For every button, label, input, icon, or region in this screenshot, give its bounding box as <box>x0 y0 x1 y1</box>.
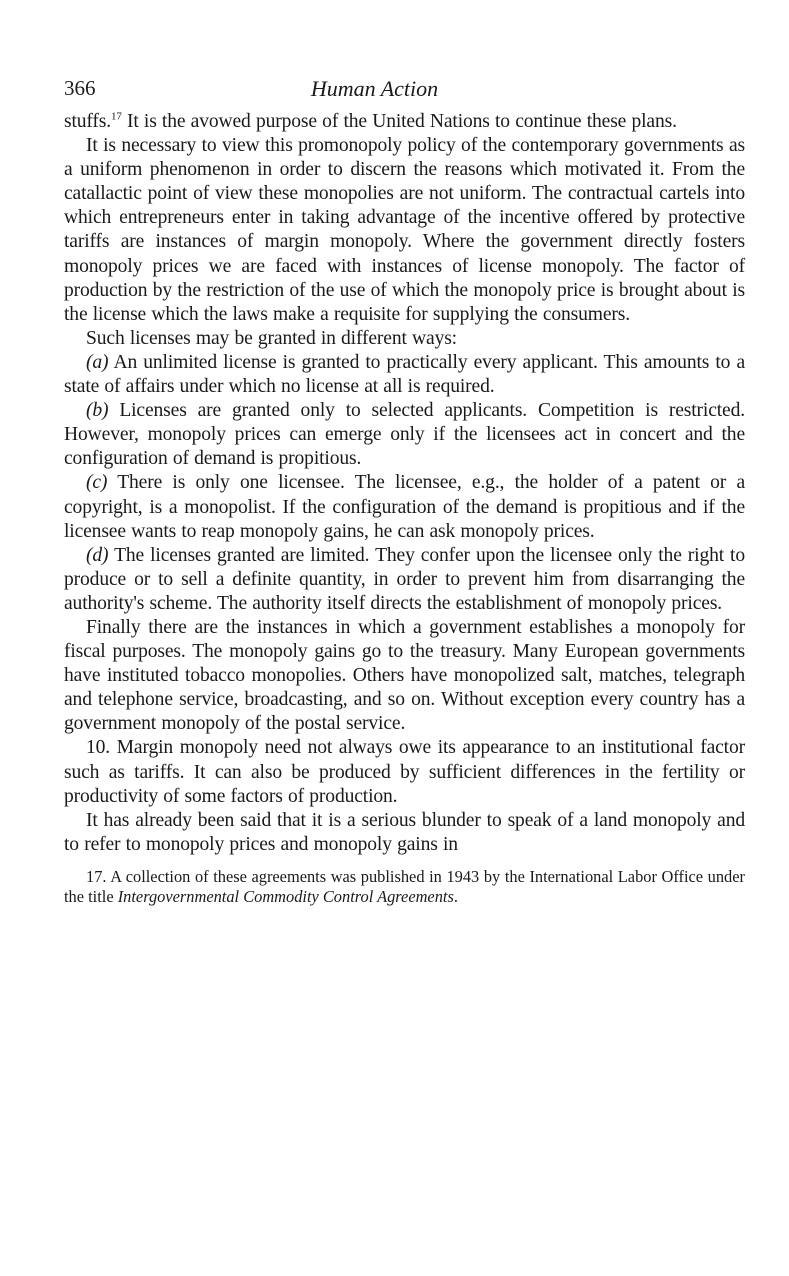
page-number: 366 <box>64 76 96 100</box>
footnote-17: 17. A collection of these agreements was published in 1943 by the International Labor Office under the title Intergovernmental Commodity Control Agreements. <box>64 866 745 906</box>
paragraph-3: Such licenses may be granted in different ways: <box>86 327 457 349</box>
paragraph-5: 10. Margin monopoly need not always owe its appearance to an institutional factor such as tariffs. It can also be produced by sufficient differences in the fertility or productivity of some factors of production. <box>64 737 745 807</box>
list-item-c: (c) There is only one licensee. The licensee, e.g., the holder of a patent or a copyright, is a monopolist. If the configuration of the demand is propitious and if the licensee wants to reap monopoly gains, he can ask monopoly prices. <box>64 472 745 542</box>
footnote-title: Intergovernmental Commodity Control Agreements <box>117 886 454 906</box>
list-item-a: (a) An unlimited license is granted to practically every applicant. This amounts to a state of affairs under which no license at all is required. <box>64 351 745 398</box>
list-label: (c) <box>86 472 108 494</box>
list-label: (d) <box>86 544 109 566</box>
paragraph-2: It is necessary to view this promonopoly policy of the contemporary governments as a uniform phenomenon in order to discern the reasons which motivated it. From the catallactic point of view these monopolies are not uniform. The contractual cartels into which entrepreneurs enter in taking advantage of the incentive offered by protective tariffs are instances of margin monopoly. Where the government directly fosters monopoly prices we are faced with instances of license monopoly. The factor of production by the restriction of the use of which the monopoly price is brought about is the license which the laws make a requisite for supplying the consumers. <box>64 135 745 325</box>
running-title: Human Action <box>310 76 439 101</box>
footnote-number: 17. <box>86 866 107 886</box>
footnote-reference[interactable]: 17 <box>111 110 122 123</box>
list-label: (b) <box>86 400 109 422</box>
list-item-d: (d) The licenses granted are limited. They confer upon the licensee only the right to produce or to sell a definite quantity, in order to prevent him from disarranging the authority's scheme. The authority itself directs the establishment of monopoly prices. <box>64 544 745 614</box>
paragraph-6: It has already been said that it is a serious blunder to speak of a land monopoly and to refer to monopoly prices and monopoly gains in <box>64 809 745 855</box>
paragraph-1: stuffs.$^{17}$ It is the avowed purpose of the United Nations to continue these plans. <box>64 110 677 132</box>
footnotes <box>64 867 745 906</box>
list-item-b: (b) Licenses are granted only to selected applicants. Competition is restricted. However, monopoly prices can emerge only if the licensees act in concert and the configuration of demand is propitious. <box>64 400 745 470</box>
list-label: (a) <box>86 351 109 373</box>
paragraph-4: Finally there are the instances in which a government establishes a monopoly for fiscal purposes. The monopoly gains go to the treasury. Many European governments have instituted tobacco monopolies. Others have monopolized salt, matches, telegraph and telephone service, broadcasting, and so on. Without exception every country has a government monopoly of the postal service. <box>64 616 745 735</box>
book-page <box>64 72 745 906</box>
running-head <box>64 72 745 110</box>
body-text <box>64 110 745 857</box>
